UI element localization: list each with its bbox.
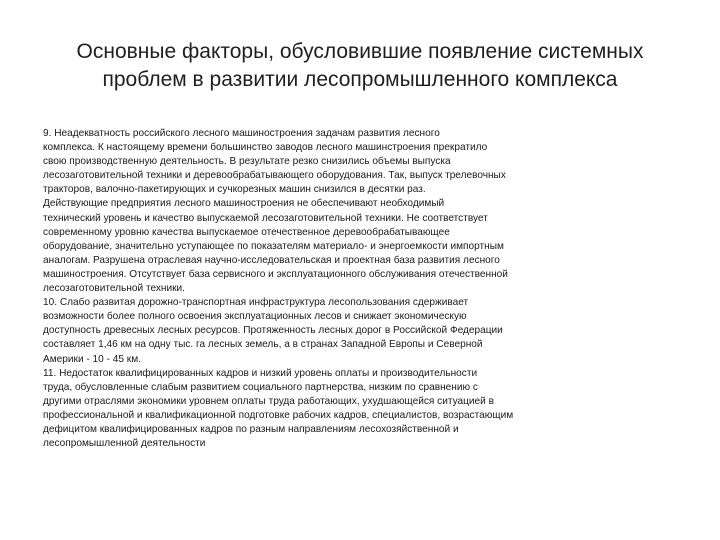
body-line: аналогам. Разрушена отраслевая научно-исследовательская и проектная база развития лесного — [43, 254, 500, 266]
slide-body-text — [43, 127, 643, 451]
body-line: технический уровень и качество выпускаемой лесозаготовительной техники. Не соответствует — [43, 212, 488, 224]
body-line: доступность древесных лесных ресурсов. Протяженность лесных дорог в Российской Федерации — [43, 325, 503, 337]
body-line: комплекса. К настоящему времени большинство заводов лесного машинстроения прекратило — [43, 142, 488, 154]
body-line: тракторов, валочно-пакетирующих и сучкорезных машин снизился в десятки раз. — [43, 184, 426, 196]
body-line: 11. Недостаток квалифицированных кадров и низкий уровень оплаты и производительности — [43, 367, 478, 379]
body-line: 10. Слабо развитая дорожно-транспортная инфраструктура лесопользования сдерживает — [43, 297, 469, 309]
body-line: Америки - 10 - 45 км. — [43, 353, 141, 365]
body-line: другими отраслями экономики уровнем оплаты труда работающих, ухудшающейся ситуацией в — [43, 395, 494, 407]
body-line: Действующие предприятия лесного машиностроения не обеспечивают необходимый — [43, 198, 445, 210]
body-line: возможности более полного освоения эксплуатационных лесов и снижает экономическую — [43, 311, 467, 323]
body-line: труда, обусловленные слабым развитием социального партнерства, низким по сравнению с — [43, 381, 478, 393]
body-line: лесозаготовительной техники и деревообрабатывающего оборудования. Так, выпуск трелевочных — [43, 170, 506, 182]
slide-title-line: проблем в развитии лесопромышленного комплекса — [102, 68, 618, 91]
body-line: машиностроения. Отсутствует база сервисного и эксплуатационного обслуживания отечественной — [43, 268, 508, 280]
slide-title-line: Основные факторы, обусловившие появление системных — [76, 40, 644, 63]
body-line: свою производственную деятельность. В результате резко снизились объемы выпуска — [43, 156, 451, 168]
body-line: лесопромышленной деятельности — [43, 438, 206, 450]
body-line: составляет 1,46 км на одну тыс. га лесных земель, а в странах Западной Европы и Северной — [43, 339, 483, 351]
body-line: современному уровню качества выпускаемое отечественное деревообрабатывающее — [43, 226, 450, 238]
body-line: профессиональной и квалификационной подготовке рабочих кадров, специалистов, возрастающим — [43, 409, 514, 421]
slide-title — [40, 38, 680, 94]
body-line: оборудование, значительно уступающее по показателям материало- и энергоемкости импортным — [43, 240, 504, 252]
body-line: дефицитом квалифицированных кадров по разным направлениям лесохозяйственной и — [43, 423, 459, 435]
body-line: лесозаготовительной техники. — [43, 283, 185, 295]
body-line: 9. Неадекватность российского лесного машиностроения задачам развития лесного — [43, 128, 440, 139]
